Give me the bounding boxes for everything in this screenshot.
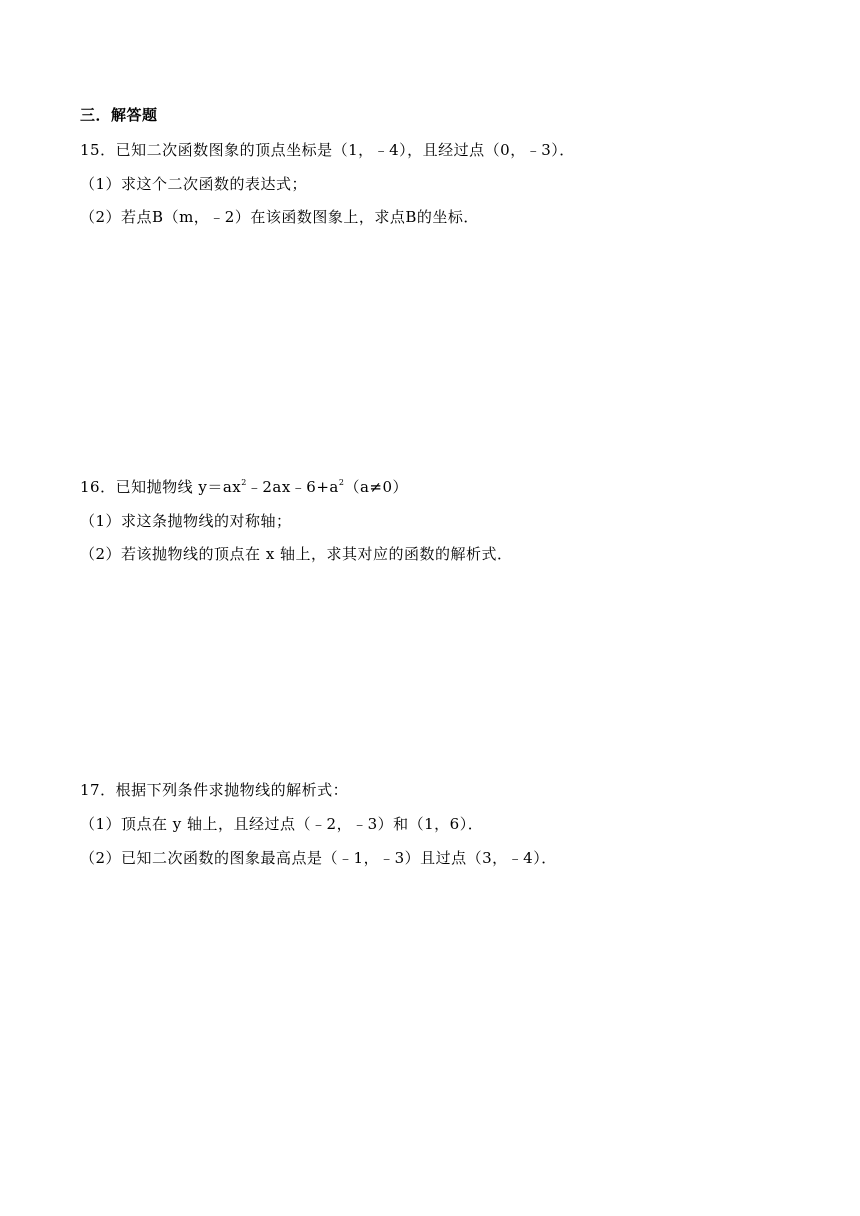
- question-17-part-2: （2）已知二次函数的图象最高点是（﹣1，﹣3）且过点（3，﹣4）．: [80, 849, 557, 867]
- question-16-stem-suffix: （a≠0）: [344, 478, 408, 496]
- question-16-exponent-1: 2: [241, 478, 247, 487]
- question-15-part-1: （1）求这个二次函数的表达式；: [80, 175, 308, 193]
- question-16-stem-prefix: 16．已知抛物线 y＝ax: [80, 478, 242, 496]
- question-16-stem-middle: ﹣2ax﹣6+a: [246, 478, 339, 496]
- question-16-exponent-2: 2: [338, 478, 345, 487]
- question-16-stem: [80, 477, 408, 497]
- section-title: 三．解答题: [80, 106, 158, 124]
- question-16-part-1: （1）求这条抛物线的对称轴；: [80, 512, 292, 530]
- question-15-stem: 15．已知二次函数图象的顶点坐标是（1，﹣4），且经过点（0，﹣3）．: [80, 141, 575, 159]
- question-17-stem: 17．根据下列条件求抛物线的解析式：: [80, 781, 349, 799]
- question-15-part-2: （2）若点B（m，﹣2）在该函数图象上，求点B的坐标．: [80, 208, 479, 226]
- question-17-part-1: （1）顶点在 y 轴上，且经过点（﹣2，﹣3）和（1，6）．: [80, 815, 484, 833]
- question-16-part-2: （2）若该抛物线的顶点在 x 轴上，求其对应的函数的解析式．: [80, 545, 513, 563]
